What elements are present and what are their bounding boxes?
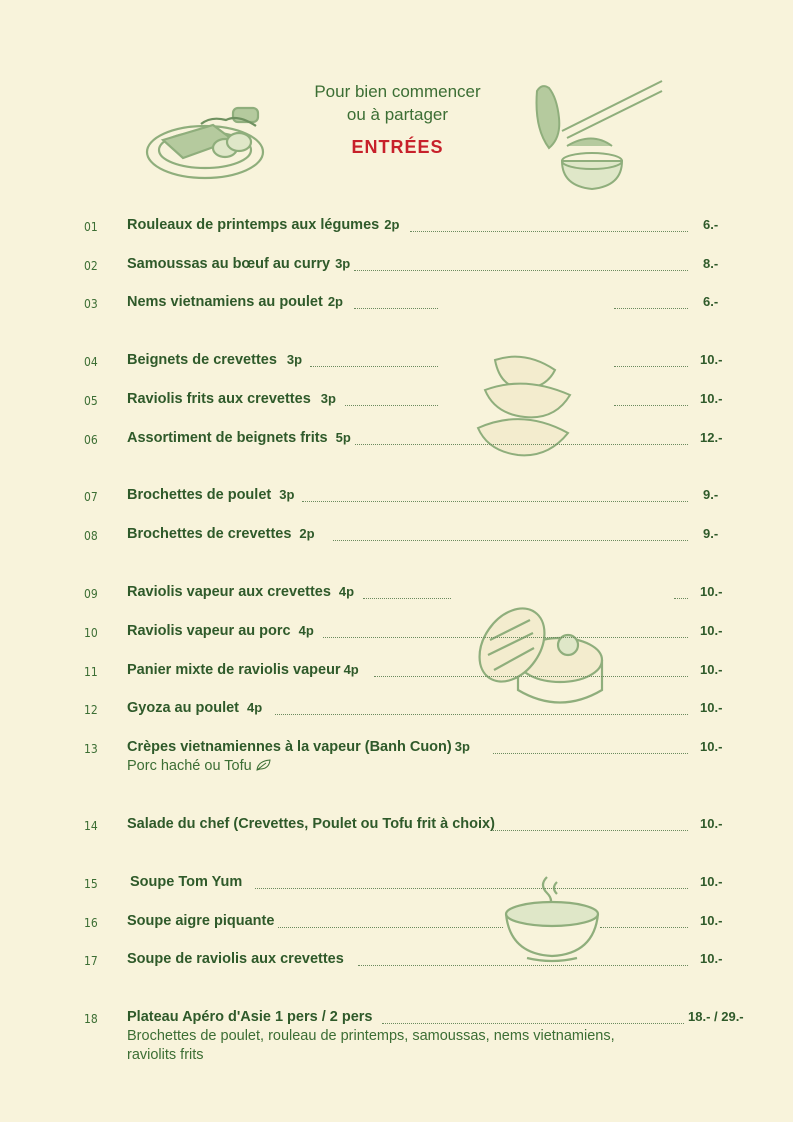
item-name: Soupe aigre piquante: [127, 913, 275, 929]
item-number: 02: [84, 259, 98, 273]
shrimp-chopsticks-illustration: [522, 76, 667, 196]
item-number: 14: [84, 819, 98, 833]
item-number: 03: [84, 297, 98, 311]
item-price: 6.-: [703, 217, 719, 232]
item-description: Porc haché ou Tofu: [127, 758, 272, 774]
item-name: Brochettes de poulet 3p: [127, 487, 295, 503]
item-price: 8.-: [703, 256, 719, 271]
dot-leader: [614, 405, 688, 406]
item-number: 13: [84, 742, 98, 756]
dot-leader: [310, 366, 438, 367]
dot-leader: [614, 308, 688, 309]
dot-leader: [278, 927, 503, 928]
item-price: 10.-: [700, 623, 723, 638]
dot-leader: [345, 405, 438, 406]
item-price: 10.-: [700, 584, 723, 599]
menu-item: [0, 487, 793, 509]
menu-item: [0, 526, 793, 548]
item-number: 08: [84, 529, 98, 543]
item-price: 10.-: [700, 913, 723, 928]
spring-rolls-illustration: [143, 100, 278, 190]
dot-leader: [493, 753, 688, 754]
menu-item: [0, 951, 793, 973]
item-number: 11: [84, 665, 98, 679]
menu-item: [0, 217, 793, 239]
dot-leader: [355, 444, 688, 445]
item-name: Rouleaux de printemps aux légumes 2p: [127, 217, 400, 233]
item-number: 05: [84, 394, 98, 408]
item-quantity: 2p: [327, 294, 343, 309]
item-number: 01: [84, 220, 98, 234]
menu-item: [0, 816, 793, 838]
item-name: Crèpes vietnamiennes à la vapeur (Banh Cuon) 3p: [127, 739, 470, 755]
item-quantity: 2p: [384, 217, 400, 232]
dot-leader: [410, 231, 688, 232]
bamboo-steamer-illustration: [470, 600, 610, 715]
item-number: 07: [84, 490, 98, 504]
item-number: 10: [84, 626, 98, 640]
item-price: 10.-: [700, 662, 723, 677]
item-price: 10.-: [700, 391, 723, 406]
dot-leader: [333, 540, 688, 541]
item-quantity: 3p: [320, 391, 336, 406]
item-price: 10.-: [700, 352, 723, 367]
menu-item: [0, 256, 793, 278]
item-quantity: 3p: [286, 352, 303, 367]
menu-item: [0, 662, 793, 684]
item-description: raviolits frits: [127, 1047, 204, 1063]
item-price: 10.-: [700, 816, 723, 831]
item-price: 10.-: [700, 874, 723, 889]
item-price: 9.-: [703, 487, 719, 502]
header-subtitle-line2: ou à partager: [346, 105, 449, 124]
item-description: Brochettes de poulet, rouleau de printemps, samoussas, nems vietnamiens,: [127, 1028, 615, 1044]
menu-item: [0, 584, 793, 606]
dot-leader: [382, 1023, 684, 1024]
item-price: 10.-: [700, 951, 723, 966]
item-name: Raviolis vapeur aux crevettes 4p: [127, 584, 355, 600]
menu-item: [0, 352, 793, 374]
menu-item: [0, 739, 793, 761]
item-price: 9.-: [703, 526, 719, 541]
dot-leader: [614, 366, 688, 367]
menu-item: [0, 874, 793, 896]
item-price: 10.-: [700, 739, 723, 754]
header-subtitle-line1: Pour bien commencer: [314, 82, 481, 101]
item-number: 09: [84, 587, 98, 601]
item-number: 16: [84, 916, 98, 930]
dot-leader: [600, 927, 688, 928]
dot-leader: [358, 965, 688, 966]
item-name: Gyoza au poulet 4p: [127, 700, 263, 716]
dot-leader: [354, 270, 688, 271]
item-name: Raviolis vapeur au porc 4p: [127, 623, 314, 639]
item-quantity: 5p: [335, 430, 351, 445]
item-name: Nems vietnamiens au poulet 2p: [127, 294, 343, 310]
item-price: 18.- / 29.-: [688, 1009, 744, 1024]
dot-leader: [323, 637, 688, 638]
menu-item: [0, 294, 793, 316]
item-name: Soupe de raviolis aux crevettes: [127, 951, 344, 967]
item-price: 6.-: [703, 294, 719, 309]
item-name: Salade du chef (Crevettes, Poulet ou Tofu frit à choix): [127, 816, 495, 832]
dot-leader: [374, 676, 688, 677]
item-quantity: 3p: [454, 739, 470, 754]
item-quantity: 3p: [279, 487, 295, 502]
item-quantity: 4p: [298, 623, 314, 638]
menu-item: [0, 623, 793, 645]
item-price: 12.-: [700, 430, 723, 445]
item-price: 10.-: [700, 700, 723, 715]
section-title: ENTRÉES: [351, 137, 444, 157]
item-number: 06: [84, 433, 98, 447]
item-quantity: 3p: [335, 256, 351, 271]
dot-leader: [363, 598, 451, 599]
item-name: Plateau Apéro d'Asie 1 pers / 2 pers: [127, 1009, 373, 1025]
dot-leader: [493, 830, 688, 831]
item-number: 18: [84, 1012, 98, 1026]
menu-item: [0, 913, 793, 935]
item-name: Assortiment de beignets frits 5p: [127, 430, 351, 446]
menu-item: [0, 391, 793, 413]
menu-item: [0, 700, 793, 722]
item-quantity: 4p: [338, 584, 355, 599]
dot-leader: [354, 308, 438, 309]
item-number: 15: [84, 877, 98, 891]
vegetarian-leaf-icon: [256, 759, 272, 771]
item-quantity: 4p: [247, 700, 263, 715]
dot-leader: [275, 714, 688, 715]
item-name: Raviolis frits aux crevettes 3p: [127, 391, 336, 407]
dot-leader: [255, 888, 688, 889]
menu-item: [0, 430, 793, 452]
item-quantity: 2p: [299, 526, 315, 541]
item-name: Brochettes de crevettes 2p: [127, 526, 315, 542]
item-quantity: 4p: [343, 662, 359, 677]
dot-leader: [302, 501, 688, 502]
item-number: 12: [84, 703, 98, 717]
item-name: Panier mixte de raviolis vapeur 4p: [127, 662, 359, 678]
item-name: Samoussas au bœuf au curry 3p: [127, 256, 351, 272]
item-name: Beignets de crevettes 3p: [127, 352, 303, 368]
item-name: Soupe Tom Yum: [130, 874, 243, 890]
dot-leader: [674, 598, 688, 599]
item-number: 04: [84, 355, 98, 369]
item-number: 17: [84, 954, 98, 968]
